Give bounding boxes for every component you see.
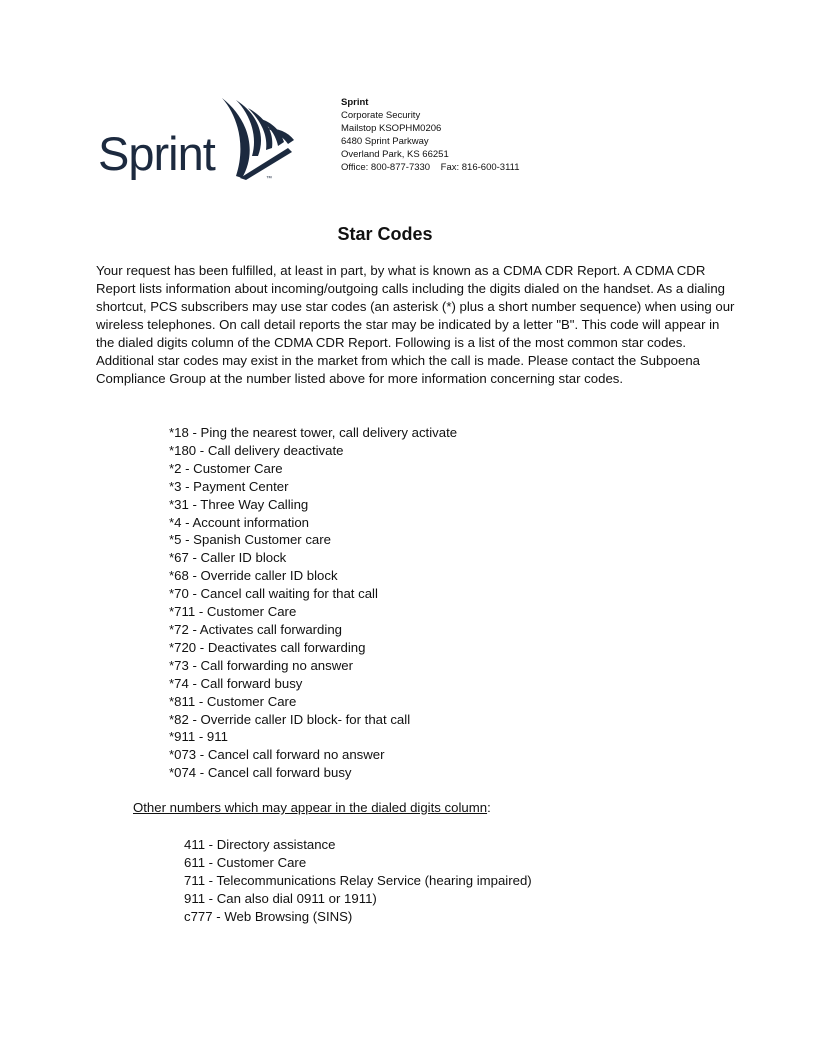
other-number-item: c777 - Web Browsing (SINS) [184,909,353,924]
star-code-item: *70 - Cancel call waiting for that call [169,586,378,602]
trademark-mark: ™ [266,176,272,182]
fax-number: Fax: 816-600-3111 [440,162,520,173]
star-code-item: *911 - 911 [169,729,228,745]
other-number-item: 711 - Telecommunications Relay Service (hearing impaired) [184,873,532,888]
other-numbers-list [184,836,532,926]
star-code-item: *073 - Cancel call forward no answer [169,747,385,763]
star-code-item: *074 - Cancel call forward busy [169,765,352,781]
star-code-item: *74 - Call forward busy [169,675,303,691]
page-title: Star Codes [337,224,433,244]
star-code-item: *73 - Call forwarding no answer [169,657,353,673]
star-code-item: *180 - Call delivery deactivate [169,442,344,458]
city: Overland Park, KS 66251 [341,149,449,160]
intro-paragraph: Your request has been fulfilled, at least in part, by what is known as a CDMA CDR Report. A CDMA CDR Report lists information about incoming/outgoing calls including the digits dialed on the handset. As a dialing shortcut, PCS subscribers may use star codes (an asterisk (*) plus a short number sequence) when using our wireless telephones. On call detail reports the star may be indicated by a letter "B". This code will appear in the dialed digits column of the CDMA CDR Report. Following is a list of the most common star codes. Additional star codes may exist in the market from which the call is made. Please contact the Subpoena Compliance Group at the number listed above for more information concerning star codes. [96,263,735,386]
contact-line [341,161,520,174]
star-code-item: *4 - Account information [169,514,310,530]
star-code-item: *31 - Three Way Calling [169,496,309,512]
other-number-item: 911 - Can also dial 0911 or 1911) [184,891,377,906]
other-number-item: 611 - Customer Care [184,855,307,870]
star-code-item: *18 - Ping the nearest tower, call delivery activate [169,425,458,440]
star-code-list [169,424,457,782]
other-numbers-heading: Other numbers which may appear in the dialed digits column: [133,800,491,815]
logo-wordmark: Sprint [98,127,215,180]
company-name: Sprint [341,97,369,108]
star-code-item: *3 - Payment Center [169,478,289,494]
sprint-logo [98,96,298,182]
star-code-item: *67 - Caller ID block [169,550,287,566]
star-code-item: *82 - Override caller ID block- for that call [169,711,411,727]
address-block [341,96,520,174]
star-code-item: *720 - Deactivates call forwarding [169,639,366,655]
department: Corporate Security [341,110,421,121]
logo-wings-icon [218,96,298,180]
other-numbers-heading-text: Other numbers which may appear in the dialed digits column [133,800,488,815]
street: 6480 Sprint Parkway [341,136,429,147]
other-number-item: 411 - Directory assistance [184,837,336,852]
star-code-item: *68 - Override caller ID block [169,568,338,584]
star-code-item: *711 - Customer Care [169,604,297,620]
star-code-item: *72 - Activates call forwarding [169,621,342,637]
star-code-item: *5 - Spanish Customer care [169,532,331,548]
office-phone: Office: 800-877-7330 [341,162,431,173]
star-code-item: *2 - Customer Care [169,460,283,476]
mailstop: Mailstop KSOPHM0206 [341,123,442,134]
star-code-item: *811 - Customer Care [169,693,297,709]
